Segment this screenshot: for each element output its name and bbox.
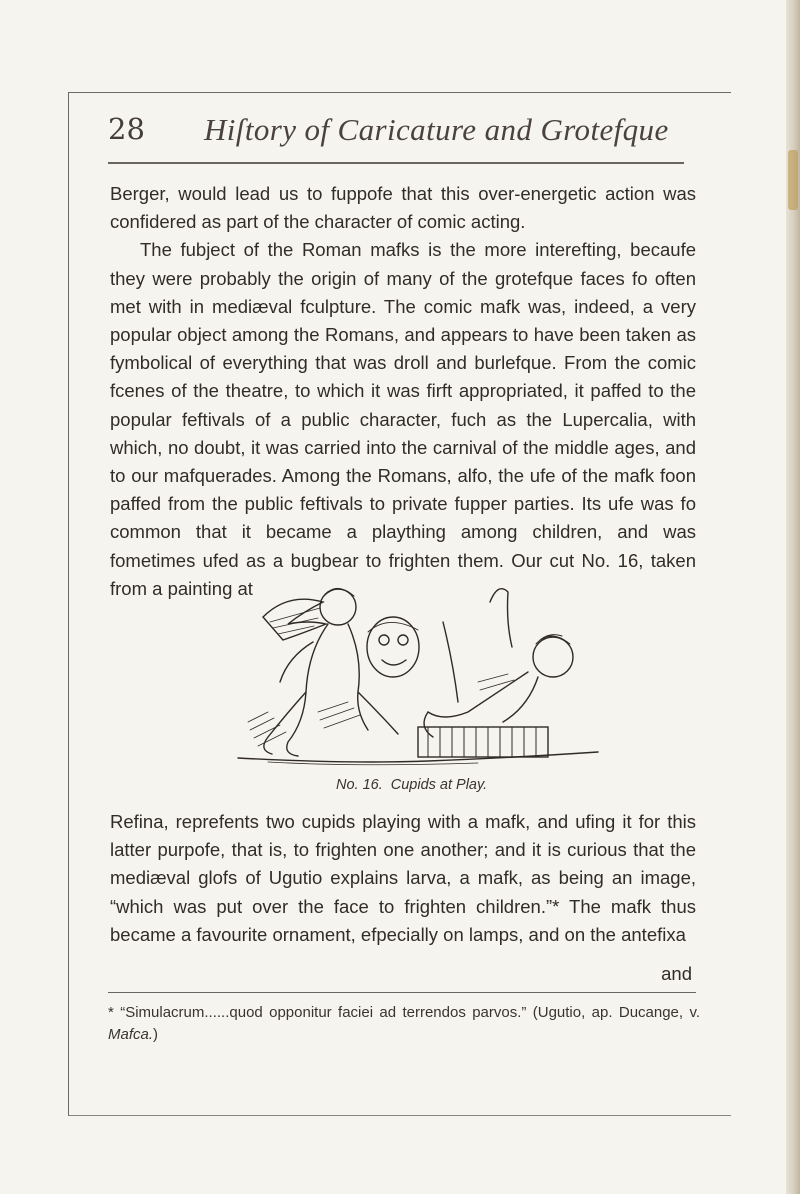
catchword: and [661,963,692,984]
running-head: Hiſtory of Caricature and Grotefque [204,112,669,147]
footnote-closing: ) [153,1026,159,1043]
body-text-bottom [110,808,696,949]
figure-caption [336,777,487,793]
footnote-italic-ref: Mafca. [108,1026,154,1043]
footnote-text: * “Simulacrum......quod opponitur faciei ad terrendos parvos.” (Ugutio, ap. Ducange, v. [108,1004,700,1021]
footnote [108,1002,700,1046]
body-text-top [110,180,696,603]
figure-number: No. 16. [336,777,383,793]
footnote-rule [108,992,696,993]
paragraph-roman-masks: The fubject of the Roman mafks is the more interefting, becaufe they were probably the origin of many of the grotefque faces fo often met with in mediæval fculpture. The comic mafk was, indeed, a very popular object among the Romans, and appears to have been taken as fymbolical of everything that was droll and burlefque. From the comic fcenes of the theatre, to which it was firft appropriated, it paffed to the popular feftivals of a public character, fuch as the Lupercalia, with which, no doubt, it was carried into the carnival of the middle ages, and to our mafquerades. Among the Romans, alfo, the ufe of the mafk foon paffed from the public feftivals to private fupper parties. Its ufe was fo common that it became a plaything among children, and was fometimes ufed as a bugbear to frighten them. Our cut No. 16, taken from a painting at [110,239,696,599]
paragraph-continuation: Berger, would lead us to fuppofe that this over-energetic action was confidered as part of the character of comic acting. [110,183,696,233]
header-rule [108,162,684,164]
page-header [108,112,696,156]
page-number: 28 [108,112,145,146]
paragraph-resina: Refina, reprefents two cupids playing with a mafk, and ufing it for this latter purpofe, that is, to frighten one another; and it is curious that the mediæval glofs of Ugutio explains larva, a mafk, as being an image, “which was put over the face to frighten children.”* The mafk thus became a favourite ornament, efpecially on lamps, and on the antefixa [110,811,696,945]
cupids-at-play-illustration [228,562,608,768]
book-page-edge [786,0,800,1194]
figure-title: Cupids at Play. [390,777,488,793]
